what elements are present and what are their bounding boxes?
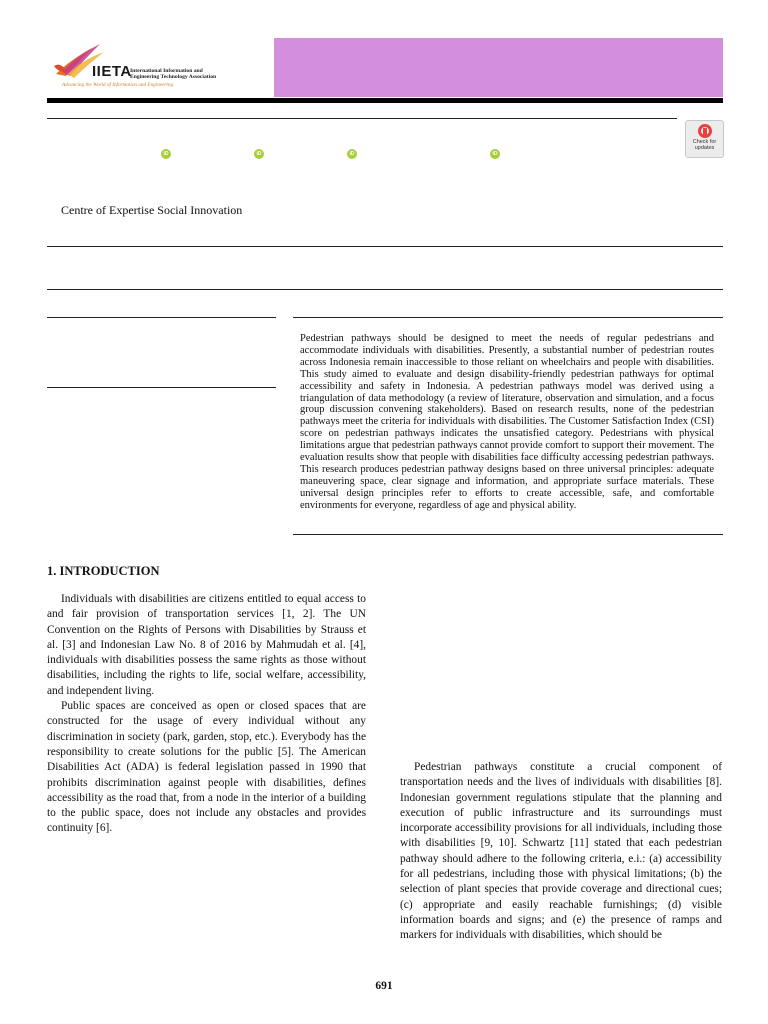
check-for-updates-label: [686, 139, 723, 151]
logo-tagline: Advancing the World of Information and Engineering: [62, 82, 174, 88]
check-for-updates-line: updates: [694, 145, 715, 151]
check-for-updates-line: Check for: [692, 139, 717, 145]
logo-name-line: International Information and: [130, 68, 203, 74]
header-rule: [47, 98, 723, 103]
page-number: 691: [375, 980, 393, 992]
divider: [47, 246, 723, 247]
check-for-updates-button[interactable]: [685, 120, 724, 158]
check-for-updates-icon: [698, 124, 712, 138]
logo-name-line: Engineering Technology Association: [130, 74, 217, 80]
right-column: [400, 760, 722, 944]
iieta-logo: [52, 40, 262, 96]
logo-acronym: IIETA: [92, 63, 132, 80]
paragraph: Pedestrian pathways constitute a crucial component of transportation needs and the lives of individuals with disabilities [8]. Indonesian government regulations stipulate that the planning and execution of public infrastructure and its surroundings must incorporate accessibility provisions for all individuals, including those with disabilities [9, 10]. Schwartz [11] stated that each pedestrian pathway should adhere to the following criteria, e.i.: (a) accessibility for all pedestrians, including those with physical limitations; (b) the selection of plant species that provide coverage and directional cues; (c) appropriate and easily reachable furnishings; (d) visible information boards and signs; and (e) the presence of ramps and markers for individuals with disabilities, which should be: [400, 761, 722, 942]
orcid-icon[interactable]: iD: [161, 149, 171, 159]
abstract-rule: [293, 317, 723, 318]
divider: [47, 289, 723, 290]
abstract-text: Pedestrian pathways should be designed to meet the needs of regular pedestrians and accommodate individuals with disabilities. Presently, a substantial number of pedestrian routes across Indonesia remain inaccessible to those reliant on wheelchairs and people with disabilities. This study aimed to evaluate and design disability-friendly pedestrian pathways for optimal accessibility and safety in Indonesia. A pedestrian pathways model was derived using a triangulation of data methodology (a review of literature, observation and simulation, and a focus group discussion convening stakeholders). Based on research results, none of the pedestrian pathways meet the criteria for individuals with disabilities. The Customer Satisfaction Index (CSI) score on pedestrian pathways indicates the unsatisfied category. Pedestrians with physical limitations argue that pedestrian pathways cannot provide comfort to support their movement. The evaluation results show that people with disabilities face difficulty accessing pedestrian pathways. This research produces pedestrian pathway designs based on three universal principles: adequate maneuvering space, clear signage and information, and appropriate surface materials. These universal design principles refer to efforts to create accessible, safe, and comfortable environments for everyone, regardless of age and physical ability.: [300, 333, 714, 511]
journal-header-band: [274, 38, 723, 97]
logo-organisation-name: [130, 68, 260, 80]
orcid-icon[interactable]: iD: [254, 149, 264, 159]
section-heading: 1. INTRODUCTION: [47, 564, 160, 578]
left-column: [47, 592, 366, 837]
orcid-icon[interactable]: iD: [490, 149, 500, 159]
paragraph: Individuals with disabilities are citizens entitled to equal access to and fair provision of transportation services [1, 2]. The UN Convention on the Rights of Persons with Disabilities by Strauss et al. [3] and Indonesian Law No. 8 of 2016 by Mahmudah et al. [4], individuals with disabilities possess the same rights as those without disabilities, including the rights to life, social welfare, accessibility, and independent living.: [47, 593, 366, 697]
article-info-rule: [47, 387, 276, 388]
orcid-icon[interactable]: iD: [347, 149, 357, 159]
article-info-rule: [47, 317, 276, 318]
divider: [47, 118, 677, 119]
abstract-rule: [293, 534, 723, 535]
author-affiliation: Centre of Expertise Social Innovation: [61, 203, 243, 217]
paragraph: Public spaces are conceived as open or closed spaces that are constructed for the usage of every individual without any discrimination in society (park, garden, stop, etc.). Everybody has the responsibility to create solutions for the public [5]. The American Disabilities Act (ADA) is federal legislation passed in 1990 that prohibits discrimination against people with disabilities, defines accessibility as the road that, from a node in the interior of a building to the public space, does not include any obstacles and provides continuity [6].: [47, 700, 366, 835]
